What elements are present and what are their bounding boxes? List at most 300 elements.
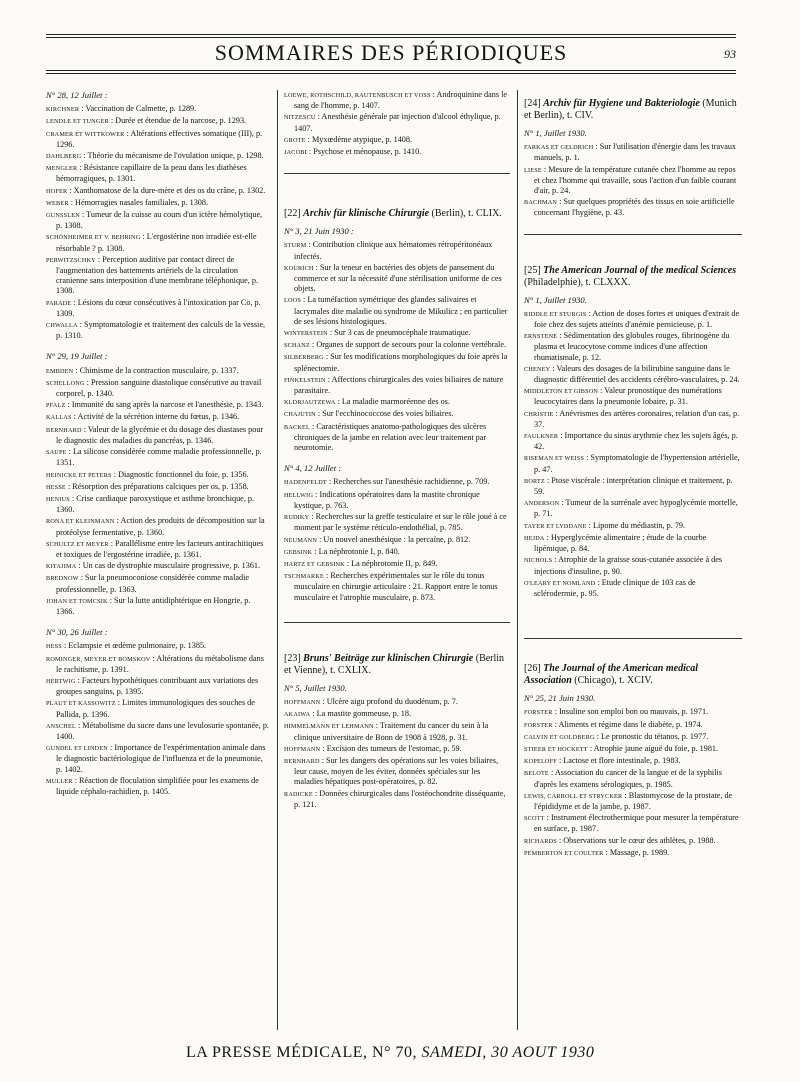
entry-author: KALLAS [46, 414, 72, 422]
entry-item [46, 425, 270, 446]
entry-item [46, 516, 270, 537]
journal-place-volume: (Philadelphie), t. CLXXX. [524, 276, 631, 288]
entry-author: HADENFELDT [284, 479, 327, 487]
entry-author: HOFFMANN [284, 745, 321, 753]
entry-text: : Facteurs hypothétiques contribuant aux variations des groupes sanguins, p. 1395. [56, 675, 259, 697]
entry-text: : Organes de support de secours pour la colonne vertébrale. [309, 340, 507, 350]
entry-author: SCHULTZ ET MEYER [46, 540, 109, 548]
entry-item [524, 386, 742, 407]
journal-title: The American Journal of the medical Sciences [543, 264, 737, 276]
entry-text: : Réaction de floculation simplifiée pour les examens de liquide céphalo-rachidien, p. 1405. [56, 775, 259, 796]
entry-author: SCHELLONG [46, 379, 85, 387]
footer-journal: LA PRESSE MÉDICALE, N° 70, [186, 1044, 422, 1061]
entry-text: : Un cas de dystrophie musculaire progressive, p. 1361. [76, 561, 261, 571]
column-divider-left [277, 90, 278, 1030]
footer-date: SAMEDI, 30 AOUT 1930 [421, 1044, 595, 1061]
entry-item [524, 732, 742, 743]
entry-author: GROTE [284, 136, 306, 144]
entry-text: : Indications opératoires dans la mastite chronique kystique, p. 763. [294, 489, 480, 510]
entry-text: : La néphrotonie I, p. 840. [312, 546, 400, 556]
entry-text: : Hémorragies nasales familiales, p. 1308. [68, 197, 209, 207]
journal-block-24 [524, 98, 742, 219]
entry-text: : Vaccination de Calmette, p. 1289. [79, 104, 197, 114]
entry-item [524, 197, 742, 218]
entry-item [46, 596, 270, 617]
entry-item [46, 412, 270, 423]
entry-author: HESS [46, 643, 62, 651]
entry-text: : Valeur de la glycémie et du dosage des diastases pour le diagnostic des maladies du pancréas, p. 1346. [56, 424, 264, 445]
entry-author: LIESE [524, 166, 542, 174]
entry-text: : Tumeur de la cuisse au cours d'un ictère hémolytique, p. 1308. [56, 210, 263, 231]
entry-author: RUDIKY [284, 514, 310, 522]
entry-item [46, 776, 270, 797]
entry-author: MULLER [46, 777, 73, 785]
entry-item [284, 422, 510, 454]
entry-author: PEMBERTON ET COULTER [524, 849, 604, 857]
entry-text: : La néphrotomie II, p. 849. [344, 558, 438, 568]
entry-author: BELOTE [524, 770, 549, 778]
journal-heading [524, 265, 742, 289]
column-middle [284, 90, 510, 811]
entry-author: LOEWE, ROTHSCHILD, RAUTENBUSCH ET VOSS [284, 92, 431, 99]
entry-author: O'LEARY ET NOMLAND [524, 579, 596, 587]
entry-author: SCHÖNHEIMER ET V. BEHRING [46, 234, 141, 242]
entry-list-continued [284, 90, 510, 158]
journal-block-22 [284, 208, 510, 603]
entry-text: : Aliments et régime dans le diabète, p. 1974. [552, 719, 703, 729]
entry-item [524, 453, 742, 474]
journal-title: The Journal of the American medical Association [524, 663, 699, 687]
entry-item [284, 240, 510, 261]
entry-author: ANSCHEL [46, 722, 76, 730]
entry-item [284, 263, 510, 295]
journal-number: [24] [524, 98, 544, 109]
entry-text: : Résorption des préparations calciques per os, p. 1358. [65, 481, 249, 491]
entry-item [46, 320, 270, 341]
entry-item [524, 533, 742, 554]
entry-author: SAUPE [46, 449, 67, 457]
entry-item [284, 90, 510, 111]
group-list [46, 90, 270, 797]
entry-text: : Atrophie de la graisse sous-cutanée associée à des injections d'insuline, p. 90. [534, 555, 723, 576]
entry-author: RONA ET KLEINMANN [46, 518, 115, 526]
entry-item [524, 521, 742, 532]
entry-text: : Insuline son emploi bon ou mauvais, p. 1971. [552, 707, 709, 717]
entry-item [284, 490, 510, 511]
entry-item [46, 163, 270, 184]
entry-text: : Valeurs des dosages de la bilirubine sanguine dans le diagnostic différentiel des accidents cérébro-vasculaires, p. 24. [534, 363, 740, 385]
entry-author: LOOS [284, 297, 301, 305]
entry-item [524, 476, 742, 497]
entry-author: ERNSTENE [524, 333, 558, 341]
entry-author: JACOBI [284, 149, 307, 157]
journal-title: Bruns' Beiträge zur klinischen Chirurgie [303, 652, 474, 664]
entry-text: : Perception auditive par contact direct de l'augmentation des battements artériels de la circulation cranienne sans interposition d'une membrane téléphonique, p. 1308. [56, 254, 259, 296]
entry-author: FARKAS ET GELDRICH [524, 144, 594, 152]
entry-author: AKAIWA [284, 711, 311, 719]
entry-item [524, 498, 742, 519]
journal-block-26 [524, 663, 742, 859]
entry-author: NICHOLS [524, 557, 553, 565]
entry-text: : Altérations du métabolisme dans le rachitisme, p. 1391. [56, 653, 264, 674]
entry-item [46, 116, 270, 127]
entry-text: : Sur la lutte antidiphtérique en Hongrie, p. 1366. [56, 595, 251, 616]
journal-place-volume: (Chicago), t. XCIV. [571, 675, 653, 687]
entry-item [284, 721, 510, 742]
journal-place-volume: (Berlin et Vienne), t. CXLIX. [284, 652, 505, 676]
entry-author: GUNSSLEN [46, 212, 80, 220]
entry-author: CALVIN ET GOLDBERG [524, 733, 595, 741]
entry-item [524, 578, 742, 599]
entry-item [524, 409, 742, 430]
entry-item [524, 364, 742, 385]
entry-text: : Diagnostic fonctionnel du foie, p. 1356. [111, 469, 249, 479]
entry-author: CRAMER ET WITTKOWER [46, 130, 125, 138]
journal-heading [284, 653, 510, 677]
issue-date: N° 1, Juillet 1930. [524, 294, 587, 305]
entry-item [524, 756, 742, 767]
column-divider-right [517, 90, 518, 1030]
entry-text: : Symptomatologie et traitement des calculs de la vessie, p. 1310. [56, 320, 266, 341]
entry-author: ROMINGER, MEYER ET BOMSKOV [46, 655, 151, 663]
entry-text: : Traitement du cancer du sein à la clinique universitaire de Bonn de 1908 à 1928, p. 31. [294, 721, 489, 742]
entry-author: FAULKNER [524, 433, 559, 441]
entry-text: : Recherches sur la greffe testiculaire et sur le rôle joué à ce moment par le système réticulo-endothélial, p. 785. [294, 512, 507, 533]
journal-number: [25] [524, 264, 544, 276]
entry-text: : Massage, p. 1989. [603, 847, 670, 857]
entry-author: EMBDEN [46, 367, 74, 375]
entry-text: : Sur quelques propriétés des tissus en soie artificielle concernant l'hygiène, p. 43. [534, 197, 735, 218]
entry-item [524, 431, 742, 452]
entry-text: : Excision des tumeurs de l'estomac, p. 59. [320, 743, 462, 753]
entry-item [284, 744, 510, 755]
journal-block-23 [284, 653, 510, 810]
entry-item [284, 112, 510, 133]
entry-item [46, 482, 270, 493]
journal-place-volume: (Berlin), t. CLIX. [429, 208, 502, 220]
entry-author: STIEER ET HOCKETT [524, 745, 588, 753]
entry-author: RISEMAN ET WEISS [524, 455, 585, 463]
entry-item [46, 232, 270, 253]
entry-item [46, 447, 270, 468]
entry-text: : Xanthomatose de la dure-mère et des os du crâne, p. 1302. [67, 185, 266, 195]
entry-item [284, 535, 510, 546]
entry-text: : Mesure de la température cutanée chez l'homme au repos et chez l'homme qui travaille, sous l'action d'un faible courant d'air, p. 24. [534, 164, 737, 196]
entry-text: : Sur les dangers des opérations sur les voies biliaires, leur cause, moyen de les éviter, données spéciales sur les maladies hépatiques post-opératoires, p. 82. [294, 755, 499, 787]
entry-item [284, 328, 510, 339]
entry-author: FINKELSTEIN [284, 376, 326, 384]
journal-number: [23] [284, 652, 304, 664]
journal-block-25 [524, 265, 742, 599]
entry-text: : Association du cancer de la langue et de la syphilis d'après les examens sérologiques, p. 1985. [534, 768, 722, 789]
entry-text: : Hyperglycémie alimentaire ; étude de la courbe lipémique, p. 84. [534, 532, 707, 554]
entry-author: GEBSINK [284, 548, 313, 556]
entry-item [284, 697, 510, 708]
entry-item [284, 340, 510, 351]
entry-item [46, 129, 270, 150]
entry-author: KOURICH [284, 264, 314, 272]
journal-number: [26] [524, 663, 544, 675]
entry-item [284, 375, 510, 396]
entry-text: : Lipome du médiastin, p. 79. [586, 520, 686, 530]
entry-text: : Le pronostic du tétanos, p. 1977. [594, 731, 709, 741]
entry-text: : Etude clinique de 103 cas de sclérodermie, p. 95. [534, 577, 696, 598]
entry-item [524, 331, 742, 363]
entry-text: : Eclampsie et œdème pulmonaire, p. 1385. [61, 641, 207, 651]
entry-text: : Ptose viscérale : interprétation clinique et traitement, p. 59. [534, 475, 733, 497]
entry-author: HARTZ ET GEBSINK [284, 560, 345, 568]
entry-author: FORSTER [524, 709, 553, 717]
journal-title: Archiv für Hygiene und Bakteriologie [543, 98, 700, 109]
entry-author: CHWALLA [46, 322, 78, 330]
entry-item [524, 836, 742, 847]
entry-text: : Tumeur de la surrénale avec hypoglycémie mortelle, p. 71. [534, 498, 738, 519]
entry-item [284, 409, 510, 420]
entry-text: : Blastomycose de la prostate, de l'épididyme et de la jambe, p. 1987. [534, 790, 733, 811]
entry-item [46, 641, 270, 652]
entry-text: : Immunité du sang après la narcose et l'anesthésie, p. 1343. [65, 400, 264, 410]
entry-item [284, 477, 510, 488]
entry-author: DAHLBERG [46, 153, 82, 161]
entry-item [524, 165, 742, 197]
entry-item [284, 397, 510, 408]
entry-author: KOPELOFF [524, 758, 557, 766]
entry-text: : La maladie marmoréenne des os. [335, 397, 450, 407]
entry-text: : L'ergostérine non irradiée est-elle résorbable ? p. 1308. [56, 232, 257, 253]
column-right [524, 90, 742, 860]
entry-author: BACKEL [284, 423, 310, 431]
entry-item [46, 378, 270, 399]
entry-item [524, 813, 742, 834]
entry-text: : Données chirurgicales dans l'ostéochondrite disséquante, p. 121. [294, 788, 506, 809]
entry-author: RIDDLE ET STURGIS [524, 310, 587, 318]
entry-item [524, 768, 742, 789]
footer-imprint [186, 1044, 594, 1062]
entry-author: BERNHARD [284, 757, 320, 765]
entry-text: : Importance de l'expérimentation animale dans le diagnostic bactériologique de l'influenza et de la pneumonie, p. 1402. [56, 743, 266, 774]
entry-author: RADICKE [284, 790, 313, 798]
entry-item [46, 470, 270, 481]
entry-text: : Anesthésie générale par injection d'alcool éthylique, p. 1407. [294, 112, 501, 133]
entry-author: TAYER ET LYDDANE [524, 522, 587, 530]
issue-date: N° 3, 21 Juin 1930 : [284, 226, 354, 237]
entry-item [284, 571, 510, 603]
entry-text: : Un nouvel anesthésique : la percaïne, p. 812. [317, 534, 471, 544]
entry-text: : Sur la teneur en bactéries des objets de pansement du commerce et sur la nécessité d'une stérilisation uniforme de ces objets. [294, 262, 502, 294]
entry-text: : Sur la pneumoconiose considérée comme maladie professionnelle, p. 1363. [56, 573, 249, 594]
entry-text: : Sur l'ecchinococcose des voies biliaires. [315, 409, 454, 419]
entry-text: : Importance du sinus arythmie chez les sujets âgés, p. 42. [534, 431, 738, 452]
entry-item [46, 743, 270, 775]
entry-author: PFALZ [46, 402, 66, 410]
journal-title: Archiv für klinische Chirurgie [303, 208, 430, 220]
entry-text: : Crise cardiaque paroxystique et asthme bronchique, p. 1360. [56, 493, 255, 515]
entry-author: CHAJUTIN [284, 411, 316, 419]
entry-author: TSCHMARKE [284, 573, 324, 581]
entry-text: : Recherches sur l'anesthésie rachidienne, p. 709. [326, 477, 490, 487]
entry-author: PERWITZSCHKY [46, 256, 96, 264]
entry-item [524, 309, 742, 330]
entry-item [284, 147, 510, 158]
entry-author: RICHARDS [524, 837, 557, 845]
entry-item [46, 721, 270, 742]
header-rule-top-inner [46, 37, 736, 38]
entry-item [46, 186, 270, 197]
entry-text: : La mastite gommeuse, p. 18. [310, 709, 412, 719]
entry-author: CHRISTIE [524, 410, 554, 418]
entry-author: HERTWIG [46, 677, 76, 685]
entry-author: SCOTT [524, 815, 545, 823]
entry-item [284, 352, 510, 373]
entry-item [284, 559, 510, 570]
entry-item [46, 573, 270, 594]
entry-author: KIRCHNER [46, 106, 80, 114]
entry-author: KLDRJAUTZEWA [284, 399, 336, 407]
entry-text: : Théorie du mécanisme de l'ovulation unique, p. 1298. [81, 151, 264, 161]
entry-item [284, 295, 510, 327]
entry-author: HIMMELMANN ET LEHMANN [284, 723, 374, 731]
entry-author: NEUMANN [284, 536, 318, 544]
entry-author: WINTERSTEIN [284, 330, 328, 338]
entry-author: BORTZ [524, 477, 545, 485]
entry-author: HESSE [46, 483, 66, 491]
entry-item [284, 756, 510, 788]
entry-text: : Chimisme de la contraction musculaire, p. 1337. [73, 365, 239, 375]
entry-item [524, 791, 742, 812]
entry-text: : Anévrismes des artères coronaires, relation d'un cas, p. 37. [534, 408, 740, 429]
page-number: 93 [724, 47, 736, 61]
entry-author: HEINICKE ET PETERS [46, 471, 112, 479]
column-left [46, 90, 270, 798]
entry-item [46, 255, 270, 297]
entry-text: : Sédimentation des globules rouges, fibrinogène du plasma et leucocytose comme indices d'une affection rhumatismale, p. 12. [534, 331, 730, 362]
entry-text: : La tuméfaction symétrique des glandes salivaires et lacrymales dite maladie ou syndrome de Mikulicz ; en particulier de ses lésions histologiques. [294, 295, 508, 326]
entry-item [284, 512, 510, 533]
entry-text: : Action des produits de décomposition sur la protéolyse fermentative, p. 1360. [56, 516, 265, 537]
entry-text: : Contribution clinique aux hématomes rétropéritonéaux infectés. [294, 240, 493, 261]
entry-text: : Limites immunologiques des souches de Pallida, p. 1396. [56, 698, 255, 719]
entry-text: : Psychose et ménopause, p. 1410. [306, 147, 422, 157]
journal-heading [284, 208, 510, 220]
entry-item [284, 547, 510, 558]
page-title: SOMMAIRES DES PÉRIODIQUES [214, 40, 568, 65]
journal-number: [22] [284, 208, 304, 220]
issue-date: N° 29, 19 Juillet : [46, 351, 108, 362]
entry-author: HOFFMANN [284, 698, 321, 706]
entry-author: GUNDEL ET LINDEN [46, 745, 108, 753]
entry-item [524, 848, 742, 859]
entry-item [46, 561, 270, 572]
entry-author: BREDNOW [46, 575, 79, 583]
entry-item [46, 539, 270, 560]
entry-author: PARADE [46, 299, 72, 307]
journal-place-volume: (Munich et Berlin), t. CIV. [524, 98, 737, 121]
header-rule-top [46, 34, 736, 35]
entry-author: JOHAN ET TOMCSIK [46, 597, 108, 605]
entry-author: BERNHARD [46, 426, 82, 434]
entry-text: : Recherches expérimentales sur le rôle du tonus musculaire en chirurgie articulaire : 21. Rapport entre le tonus musculaire et l'atrophie musculaire, p. 873. [294, 571, 498, 602]
entry-item [524, 744, 742, 755]
entry-item [46, 654, 270, 675]
header-rule-bottom-inner [46, 73, 736, 74]
entry-author: ANDERSON [524, 500, 560, 508]
entry-text: : Altérations effectives somatique (III), p. 1296. [56, 128, 263, 149]
entry-item [46, 198, 270, 209]
entry-text: : Lactose et flore intestinale, p. 1983. [556, 756, 681, 766]
entry-text: : Valeur pronostique des numérations leucocytaires dans la pneumonie lobaire, p. 31. [534, 386, 722, 407]
entry-item [46, 366, 270, 377]
entry-author: SILBERBERG [284, 354, 324, 362]
entry-text: : Instrument électrothermique pour mesurer la température en surface, p. 1987. [534, 813, 739, 834]
entry-text: : Sur les modifications morphologiques du foie après la splénectomie. [294, 352, 508, 373]
entry-item [46, 676, 270, 697]
entry-item [46, 210, 270, 231]
entry-text: : La silicose considérée comme maladie professionnelle, p. 1351. [56, 447, 262, 468]
entry-text: : Affections chirurgicales des voies biliaires de nature parasitaire. [294, 374, 504, 396]
entry-author: LEWIS, CARROLL ET STRYCKER [524, 792, 623, 800]
entry-author: HENIUS [46, 495, 70, 503]
issue-date: N° 30, 26 Juillet : [46, 627, 108, 638]
entry-item [524, 555, 742, 576]
entry-text: : Durée et étendue de la narcose, p. 1293. [108, 116, 247, 126]
entry-item [284, 709, 510, 720]
entry-text: : Ulcère aigu profond du duodénum, p. 7. [320, 696, 458, 706]
entry-item [46, 698, 270, 719]
entry-author: NITZESCU [284, 114, 316, 122]
entry-text: : Sur l'utilisation d'énergie dans les travaux manuels, p. 1. [534, 142, 737, 163]
entry-item [46, 494, 270, 515]
issue-date: N° 1, Juillet 1930. [524, 128, 587, 138]
entry-item [524, 707, 742, 718]
entry-text: : Lésions du cœur consécutives à l'intoxication par Co, p. 1309. [56, 297, 261, 318]
entry-author: SCHANZ [284, 342, 310, 350]
entry-text: : Parallélisme entre les facteurs antirachitiques et toxiques de l'ergostérine irradiée, p. 1361. [56, 538, 264, 559]
entry-author: MIDDLETON ET GIBSON [524, 388, 599, 396]
entry-text: : Action de doses fortes et uniques d'extrait de foie chez des sujets atteints d'anémie pernicieuse, p. 1. [534, 308, 740, 330]
entry-text: : Métabolisme du sucre dans une levulosurie spontanée, p. 1400. [56, 720, 269, 741]
entry-author: MENGLER [46, 165, 78, 173]
entry-author: BACHMAN [524, 199, 558, 207]
entry-item [284, 789, 510, 810]
entry-text: : Sur 3 cas de pneumocéphale traumatique. [327, 328, 471, 338]
entry-item [524, 142, 742, 163]
entry-item [46, 104, 270, 115]
entry-item [284, 135, 510, 146]
journal-heading [524, 98, 742, 122]
entry-text: : Atrophie jaune aiguë du foie, p. 1981. [587, 743, 719, 753]
entry-author: HELLWIG [284, 491, 314, 499]
entry-author: HOFER [46, 187, 68, 195]
entry-item [524, 720, 742, 731]
entry-text: : Myxœdème atypique, p. 1408. [305, 134, 413, 144]
entry-author: KITAJIMA [46, 563, 77, 571]
journal-heading [524, 663, 742, 687]
entry-text: : Caractéristiques anatomo-pathologiques des ulcères chroniques de la jambe en relation avec leur traitement par neurotomie. [294, 421, 487, 453]
entry-author: FORSTER [524, 721, 553, 729]
entry-author: STURM [284, 242, 307, 250]
entry-item [46, 298, 270, 319]
issue-date: N° 5, Juillet 1930. [284, 682, 347, 693]
entry-text: : Observations sur le cœur des athlètes, p. 1988. [556, 835, 716, 845]
entry-author: PLAUT ET KASSOWITZ [46, 700, 116, 708]
issue-date: N° 28, 12 Juillet : [46, 90, 108, 100]
entry-author: HEJDA [524, 534, 545, 542]
entry-item [46, 151, 270, 162]
header-rule-bottom [46, 70, 736, 71]
entry-text: : Pression sanguine diastolique consécutive au travail corporel, p. 1340. [56, 377, 262, 399]
entry-text: : Activité de la sécrétion interne du fœtus, p. 1346. [71, 412, 240, 422]
entry-text: : Résistance capillaire de la peau dans les diathèses hémorragiques, p. 1301. [56, 163, 247, 184]
